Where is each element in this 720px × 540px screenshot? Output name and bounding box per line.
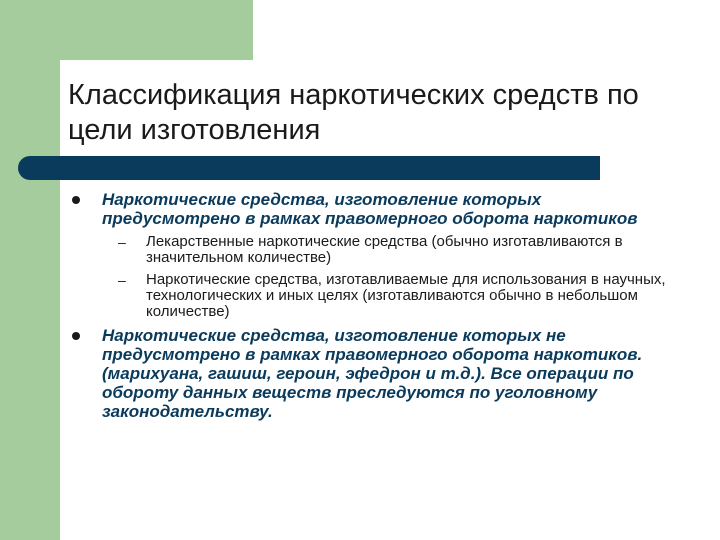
- sub-bullet-text-2: Наркотические средства, изготавливаемые для использования в научных, технологических и иных целях (изготавливаются обычно в небольшом количестве): [146, 271, 666, 320]
- title-underline-bar: [18, 156, 600, 180]
- bullet-dot-icon: [72, 332, 80, 340]
- sub-bullet-text-1: Лекарственные наркотические средства (обычно изготавливаются в значительном количестве): [146, 233, 623, 266]
- bullet-text-1: Наркотические средства, изготовление которых предусмотрено в рамках правомерного оборота наркотиков: [102, 190, 638, 228]
- bullet-text-2: Наркотические средства, изготовление которых не предусмотрено в рамках правомерного оборота наркотиков. (марихуана, гашиш, героин, эфедрон и т.д.). Все операции по обороту данных веществ преследуются по уголовному законодательству.: [102, 326, 643, 421]
- bullet-item-2: [70, 326, 670, 421]
- slide-title: Классификация наркотических средств по цели изготовления: [68, 79, 639, 146]
- bullet-dot-icon: [72, 196, 80, 204]
- sub-bullet-item-1: [70, 234, 670, 266]
- sub-bullet-list: [70, 234, 670, 320]
- dash-icon: –: [118, 272, 126, 288]
- sub-bullet-item-2: [70, 272, 670, 320]
- bullet-list: [70, 190, 670, 421]
- bullet-item-1: [70, 190, 670, 228]
- dash-icon: –: [118, 234, 126, 250]
- green-side-strip: [0, 60, 60, 540]
- green-corner-block: [0, 0, 253, 60]
